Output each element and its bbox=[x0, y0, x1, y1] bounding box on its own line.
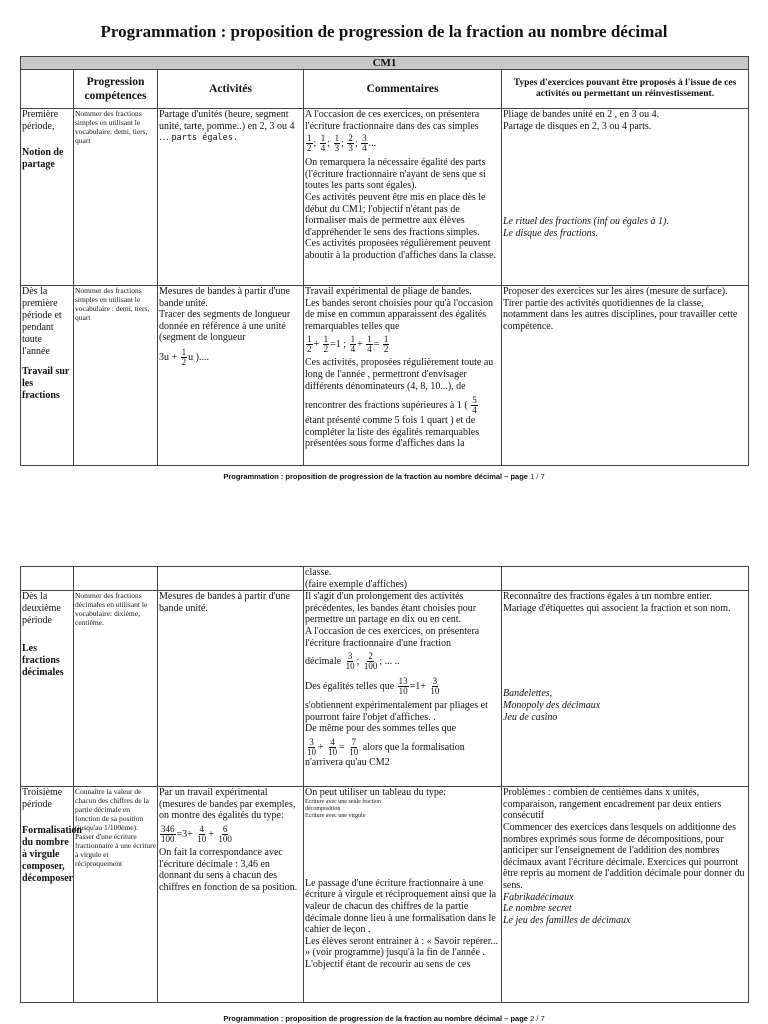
period-cell bbox=[21, 591, 74, 787]
fraction: $\frac{1}{4}$ bbox=[320, 133, 326, 154]
period-text: Dès la première période et pendant toute l'année bbox=[22, 286, 62, 357]
exercise-cell bbox=[502, 286, 749, 466]
comment-cell bbox=[304, 109, 502, 286]
comment-text: On remarquera la nécessaire égalité des parts (l'écriture fractionnaire n'ayant de sens que si toutes les parts sont égales). bbox=[305, 157, 486, 192]
table-example-text: décomposition bbox=[305, 805, 341, 812]
comment-text: s'obtiennent expérimentalement par pliages et pourront faire l'objet d'affiches. . bbox=[305, 700, 488, 723]
activity-cell bbox=[158, 109, 304, 286]
competence-cell: Nommer des fractions simples en utilisant le vocabulaire: demi, tiers, quart bbox=[74, 109, 158, 286]
fraction: $\frac{1}{2}$ bbox=[307, 133, 312, 154]
comment-cell bbox=[304, 567, 502, 591]
exercise-cell bbox=[502, 109, 749, 286]
period-text: Dès la deuxième période bbox=[22, 591, 61, 627]
page-footer bbox=[0, 472, 768, 481]
activity-text: On fait la correspondance avec l'écriture décimale : 3,46 en donnant du sens à chacun des chiffres en fonction de sa position. bbox=[159, 846, 298, 893]
fraction-list: $\frac{1}{2}$ ; $\frac{1}{4}$ ; $\frac{1}{3}$ ; $\frac{2}{3}$ ; $\frac{3}{4}$ ... bbox=[307, 133, 377, 154]
activity-text: parts égales. bbox=[171, 133, 239, 144]
table-example-text: Ecriture avec une seule fraction bbox=[305, 798, 381, 805]
comment-text: Les élèves seront entrainer à : « Savoir repérer... » (voir programme) jusqu'à la fin de l'année . bbox=[305, 935, 498, 959]
comment-cell bbox=[304, 591, 502, 787]
exercise-text: Partage de disques en 2, 3 ou 4 parts. bbox=[503, 120, 652, 132]
activity-cell bbox=[158, 787, 304, 1003]
header-period bbox=[21, 70, 74, 109]
comment-text: Il s'agit d'un prolongement des activités précédentes, les bandes étant choisies pour permettre un partage en dix ou en cent. bbox=[305, 591, 477, 626]
comment-text: A l'occasion de ces exercices, on présentera l'écriture fractionnaire dans des cas simples bbox=[305, 109, 480, 132]
exercise-game: Le jeu des familles de décimaux bbox=[503, 914, 631, 926]
comment-cell bbox=[304, 787, 502, 1003]
comment-cell bbox=[304, 286, 502, 466]
comment-text: Travail expérimental de pliage de bandes. bbox=[305, 286, 472, 297]
table-row bbox=[21, 787, 749, 1003]
progression-table-page1 bbox=[20, 56, 749, 466]
period-cell bbox=[21, 286, 74, 466]
exercise-cell bbox=[502, 787, 749, 1003]
theme-text: Les fractions décimales bbox=[22, 643, 64, 679]
exercise-text: Proposer des exercices sur les aires (mesure de surface). bbox=[503, 286, 728, 297]
header-progression: Progression compétences bbox=[74, 70, 158, 109]
footer-text: Programmation : proposition de progression de la fraction au nombre décimal – page bbox=[223, 1014, 528, 1023]
competence-cell: Connaître la valeur de chacun des chiffres de la partie décimale en fonction de sa position (jusqu'au 1/100ème). Passer d'une écriture fractionnaire à une écriture à virgule et réciproquement bbox=[74, 787, 158, 1003]
exercise-cell bbox=[502, 591, 749, 787]
fraction: $\frac{2}{3}$ bbox=[348, 133, 353, 154]
exercise-game: Le rituel des fractions (inf ou égales à 1). bbox=[503, 216, 669, 228]
comment-text: On peut utiliser un tableau du type: bbox=[305, 787, 447, 799]
activity-cell bbox=[158, 286, 304, 466]
footer-text: Programmation : proposition de progression de la fraction au nombre décimal – page bbox=[223, 472, 528, 481]
exercise-game: Monopoly des décimaux bbox=[503, 699, 601, 711]
comment-text: Le passage d'une écriture fractionnaire à une écriture à virgule et réciproquement ainsi que la valeur de chacun des chiffres de la partie décimale donne lieu à une formalisation dans le cahier de leçon . bbox=[305, 877, 497, 936]
exercise-text: Pliage de bandes unité en 2 , en 3 ou 4. bbox=[503, 109, 660, 120]
fraction: $\frac{5}{4}$ bbox=[472, 395, 477, 416]
comment-text: rencontrer des fractions supérieures à 1 ( $\frac{5}{4}$ bbox=[305, 395, 477, 416]
exercise-text: Problèmes : combien de centièmes dans x unités, comparaison, rangement encadrement par deux entiers consécutif bbox=[503, 787, 722, 822]
exercise-game: Fabrikadécimaux bbox=[503, 891, 574, 903]
comment-text: décimale $\frac{3}{10}$ ; $\frac{2}{100}$ ; ... .. bbox=[305, 651, 400, 672]
exercise-game: Bandelettes, bbox=[503, 688, 553, 700]
comment-text: $\frac{3}{10}$ + $\frac{4}{10}$ = $\frac{7}{10}$ alors que la formalisation n'arrivera qu'au CM2 bbox=[305, 736, 465, 768]
header-comments: Commentaires bbox=[304, 70, 502, 109]
comment-text: (faire exemple d'affiches) bbox=[305, 578, 408, 590]
period-cell bbox=[21, 787, 82, 1003]
table-example-text: Ecriture avec une virgule bbox=[305, 812, 366, 819]
comment-text: Des égalités telles que $\frac{13}{10}$ =1+ $\frac{3}{10}$ bbox=[305, 676, 440, 697]
decomposition-equality: $\frac{346}{100}$ =3+ $\frac{4}{10}$ + $\frac{6}{100}$ bbox=[161, 823, 232, 844]
period-text: Première période, bbox=[22, 109, 59, 132]
comment-text: étant présenté comme 5 fois 1 quart ) et de compléter la liste des égalités remarquables présentées sous forme d'affiches dans la bbox=[305, 415, 480, 450]
comment-text: Ces activités peuvent être mis en place dès le début du CM1; l'objectif n'étant pas de formaliser mais de permettre aux élèves d'appréhender le sens des fractions simples. bbox=[305, 191, 486, 238]
page-number: 2 / 7 bbox=[530, 1014, 545, 1023]
theme-text: Notion de partage bbox=[22, 147, 64, 170]
comment-text: Ces activités, proposées régulièrement toute au long de l'année , permettront d'envisager différents dénominateurs (4, 8, 10...), de bbox=[305, 357, 494, 392]
page-number: 1 / 7 bbox=[530, 472, 545, 481]
activity-cell: Mesures de bandes à partir d'une bande unité. bbox=[158, 591, 304, 787]
comment-text: A l'occasion de ces exercices, on présentera l'écriture fractionnaire d'une fraction bbox=[305, 625, 480, 649]
comment-text: L'objectif étant de recourir au sens de ces bbox=[305, 958, 471, 970]
exercise-text: Commencer des exercices dans lesquels on additionne des nombres exprimés sous forme de décompositions, pour anticiper sur l'enseignement de l'addition des nombres décimaux avant l'écriture décimale. Exercices qui pourront être repris au moment de l'addition décimale pour donner du sens. bbox=[503, 821, 745, 891]
table-row bbox=[21, 567, 749, 591]
header-exercise-types: Types d'exercices pouvant être proposés à l'issue de ces activités ou permettant un réinvestissement. bbox=[502, 70, 749, 109]
fraction: $\frac{3}{4}$ bbox=[362, 133, 367, 154]
page-title: Programmation : proposition de progression de la fraction au nombre décimal bbox=[100, 22, 668, 41]
table-row bbox=[21, 109, 749, 286]
fraction: $\frac{1}{3}$ bbox=[334, 133, 340, 154]
competence-cell: Nommer des fractions décimales en utilisant le vocabulaire: dixième, centième. bbox=[74, 591, 158, 787]
exercise-game: Le disque des fractions. bbox=[503, 227, 598, 239]
activity-text: Partage d'unités (heure, segment unité, tarte, pomme..) en 2, 3 ou 4 … bbox=[159, 109, 295, 144]
progression-table-page2 bbox=[20, 566, 749, 1003]
activity-text: Tracer des segments de longueur donnée en référence à une unité (segment de longueur bbox=[159, 309, 291, 344]
header-activities: Activités bbox=[158, 70, 304, 109]
competence-cell: Nommer des fractions simples en utilisant le vocabulaire : demi, tiers, quart bbox=[74, 286, 158, 466]
activity-text: Mesures de bandes à partir d'une bande unité. bbox=[159, 286, 290, 309]
level-header: CM1 bbox=[21, 57, 749, 70]
comment-text: Les bandes seront choisies pour qu'à l'occasion de mise en commun apparaissent des égalités remarquables telles que bbox=[305, 297, 493, 332]
theme-text: Travail sur les fractions bbox=[22, 366, 70, 401]
fraction-equality: $\frac{1}{2}$ + $\frac{1}{2}$ =1 ; $\frac{1}{4}$ + $\frac{1}{4}$ = $\frac{1}{2}$ bbox=[307, 334, 389, 355]
exercise-game: Le nombre secret bbox=[503, 903, 572, 915]
theme-text: Formalisation du nombre à virgule composer, décomposer bbox=[22, 825, 82, 885]
page-footer bbox=[0, 1014, 768, 1023]
exercise-text: Reconnaître des fractions égales à un nombre entier. Mariage d'étiquettes qui associent la fraction et son nom. bbox=[503, 591, 731, 614]
period-cell bbox=[21, 109, 74, 286]
exercise-game: Jeu de casino bbox=[503, 711, 558, 723]
table-row bbox=[21, 591, 749, 787]
table-row bbox=[21, 286, 749, 466]
comment-text: De même pour des sommes telles que bbox=[305, 723, 457, 735]
comment-text: classe. bbox=[305, 567, 332, 578]
comment-text: Ces activités proposées régulièrement peuvent aboutir à la production d'affiches dans la classe. bbox=[305, 238, 496, 261]
period-text: Troisième période bbox=[22, 787, 63, 811]
activity-formula: 3u + $\frac{1}{2}$ u ).... bbox=[159, 346, 209, 367]
exercise-text: Tirer partie des activités quotidiennes de la classe, notamment dans les autres disciplines, pour travailler cette compétence. bbox=[503, 297, 738, 332]
activity-text: Par un travail expérimental (mesures de bandes par exemples, on montre des égalités du type: bbox=[159, 787, 296, 822]
